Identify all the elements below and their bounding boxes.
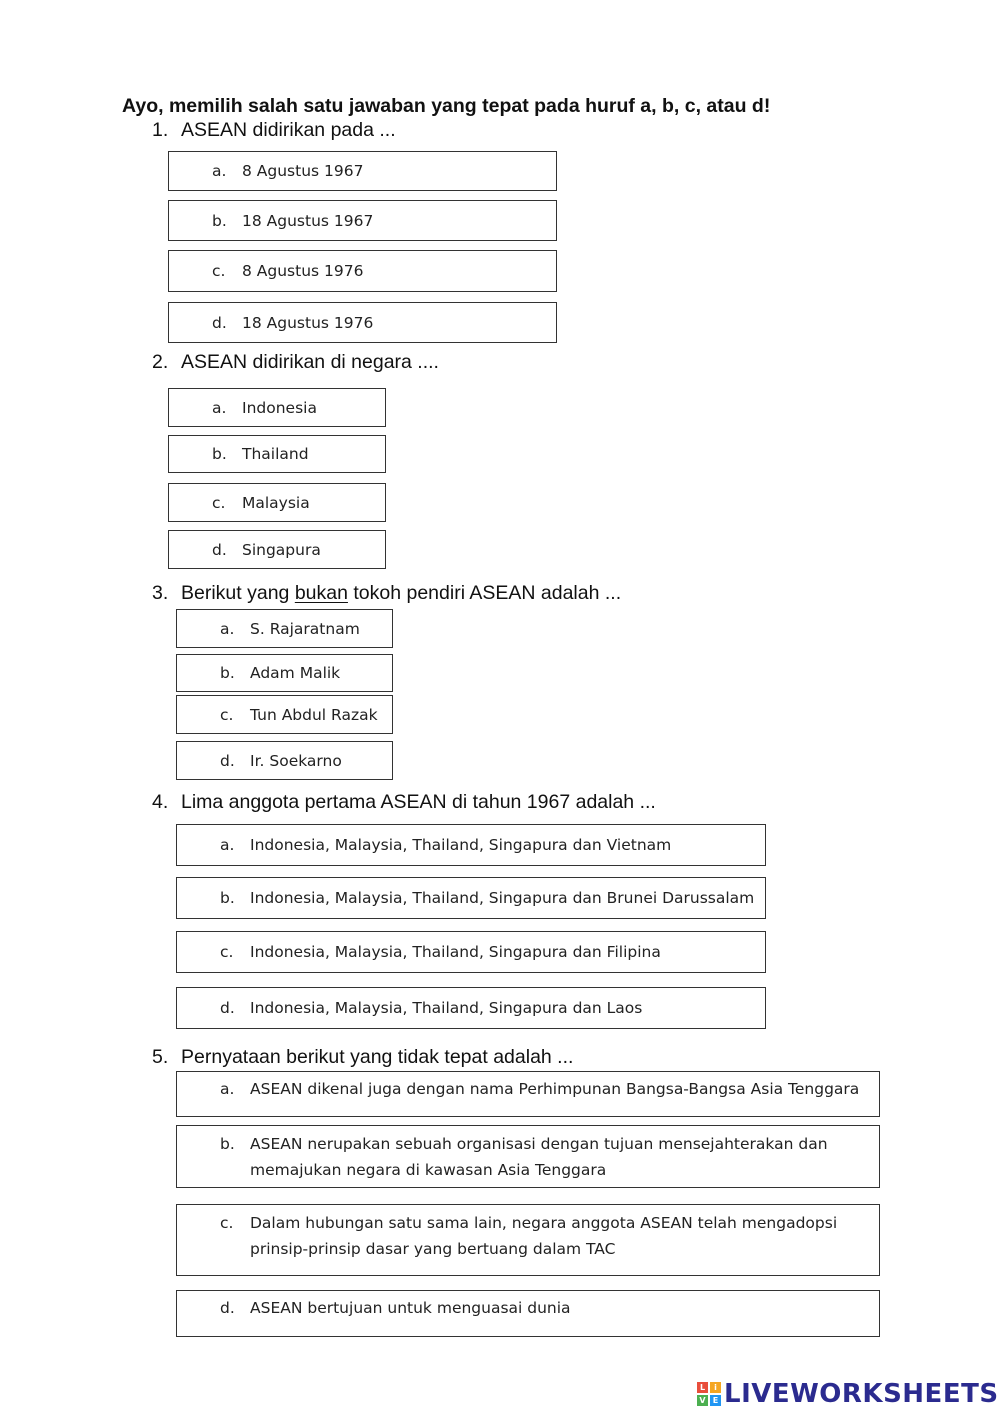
- question-1: [152, 119, 396, 142]
- option-letter: a.: [220, 619, 235, 638]
- option-letter: a.: [212, 162, 227, 180]
- answer-option-3b[interactable]: [176, 654, 393, 692]
- option-text-line-1: ASEAN nerupakan sebuah organisasi dengan tujuan mensejahterakan dan: [250, 1135, 828, 1153]
- answer-option-4b[interactable]: [176, 877, 766, 919]
- option-letter: a.: [212, 398, 227, 417]
- question-3: [152, 582, 621, 605]
- option-text: ASEAN bertujuan untuk menguasai dunia: [250, 1299, 571, 1317]
- option-text: Indonesia, Malaysia, Thailand, Singapura dan Filipina: [250, 943, 661, 961]
- option-text: Tun Abdul Razak: [250, 705, 378, 724]
- option-letter: c.: [220, 943, 234, 961]
- option-letter: c.: [220, 1214, 234, 1232]
- option-letter: c.: [220, 705, 234, 724]
- liveworksheets-logo: [697, 1376, 999, 1412]
- logo-square: V: [697, 1395, 708, 1406]
- logo-square: E: [710, 1395, 721, 1406]
- logo-square: L: [697, 1382, 708, 1393]
- question-text: Lima anggota pertama ASEAN di tahun 1967 adalah ...: [181, 791, 656, 813]
- answer-option-5b[interactable]: [176, 1125, 880, 1188]
- answer-option-3a[interactable]: [176, 609, 393, 648]
- option-letter: b.: [212, 211, 227, 230]
- question-5: [152, 1046, 573, 1069]
- answer-option-2b[interactable]: [168, 435, 386, 473]
- question-number: 4.: [152, 791, 169, 813]
- option-text-line-2: memajukan negara di kawasan Asia Tenggara: [250, 1161, 607, 1179]
- option-text: 18 Agustus 1976: [242, 313, 374, 332]
- option-text-line-2: prinsip-prinsip dasar yang bertuang dalam TAC: [250, 1240, 616, 1258]
- answer-option-2a[interactable]: [168, 388, 386, 427]
- option-text: ASEAN dikenal juga dengan nama Perhimpunan Bangsa-Bangsa Asia Tenggara: [250, 1080, 860, 1098]
- question-number: 5.: [152, 1046, 169, 1068]
- option-text: 8 Agustus 1967: [242, 162, 364, 180]
- answer-option-3d[interactable]: [176, 741, 393, 780]
- option-text: Indonesia, Malaysia, Thailand, Singapura dan Brunei Darussalam: [250, 889, 755, 907]
- option-text: Indonesia, Malaysia, Thailand, Singapura dan Laos: [250, 999, 643, 1017]
- option-text: Adam Malik: [250, 664, 341, 682]
- answer-option-5d[interactable]: [176, 1290, 880, 1337]
- answer-option-4d[interactable]: [176, 987, 766, 1029]
- question-text-end: tokoh pendiri ASEAN adalah ...: [347, 582, 622, 604]
- instruction-heading: Ayo, memilih salah satu jawaban yang tepat pada huruf a, b, c, atau d!: [122, 95, 771, 117]
- answer-option-2d[interactable]: [168, 530, 386, 569]
- question-number: 3.: [152, 582, 169, 604]
- question-4: [152, 791, 656, 814]
- question-emphasis: bukan: [294, 582, 348, 604]
- option-letter: d.: [220, 751, 235, 770]
- option-text: Thailand: [242, 445, 309, 463]
- option-text: Malaysia: [242, 493, 310, 512]
- answer-option-4a[interactable]: [176, 824, 766, 866]
- option-letter: b.: [220, 664, 235, 682]
- question-text: ASEAN didirikan di negara ....: [181, 351, 439, 373]
- option-text-line-1: Dalam hubungan satu sama lain, negara anggota ASEAN telah mengadopsi: [250, 1214, 838, 1232]
- answer-option-1c[interactable]: [168, 250, 557, 292]
- option-letter: b.: [220, 1135, 235, 1153]
- answer-option-1d[interactable]: [168, 302, 557, 343]
- option-text: 18 Agustus 1967: [242, 211, 374, 230]
- option-text: S. Rajaratnam: [250, 619, 360, 638]
- logo-squares-icon: [697, 1382, 721, 1406]
- logo-square: i: [710, 1382, 721, 1393]
- option-letter: d.: [220, 1299, 235, 1317]
- option-letter: b.: [212, 445, 227, 463]
- option-letter: b.: [220, 889, 235, 907]
- option-letter: d.: [212, 313, 227, 332]
- question-text: ASEAN didirikan pada ...: [181, 119, 396, 141]
- answer-option-1b[interactable]: [168, 200, 557, 241]
- question-number: 1.: [152, 119, 169, 141]
- question-number: 2.: [152, 351, 169, 373]
- question-text: Pernyataan berikut yang tidak tepat adalah ...: [181, 1046, 574, 1068]
- option-letter: d.: [212, 540, 227, 559]
- question-2: [152, 351, 439, 374]
- option-text: [250, 1210, 837, 1262]
- option-text: Indonesia, Malaysia, Thailand, Singapura dan Vietnam: [250, 836, 672, 854]
- option-text: [250, 1131, 828, 1183]
- answer-option-5c[interactable]: [176, 1204, 880, 1276]
- option-text: Singapura: [242, 540, 321, 559]
- answer-option-5a[interactable]: [176, 1071, 880, 1117]
- option-letter: d.: [220, 999, 235, 1017]
- logo-text: LIVEWORKSHEETS: [724, 1379, 999, 1409]
- option-letter: a.: [220, 1080, 235, 1098]
- answer-option-1a[interactable]: [168, 151, 557, 191]
- option-text: 8 Agustus 1976: [242, 262, 364, 280]
- question-text-start: Berikut yang: [181, 582, 295, 604]
- option-text: Indonesia: [242, 398, 317, 417]
- option-text: Ir. Soekarno: [250, 751, 342, 770]
- answer-option-2c[interactable]: [168, 483, 386, 522]
- option-letter: c.: [212, 262, 226, 280]
- option-letter: c.: [212, 493, 226, 512]
- answer-option-4c[interactable]: [176, 931, 766, 973]
- answer-option-3c[interactable]: [176, 695, 393, 734]
- option-letter: a.: [220, 836, 235, 854]
